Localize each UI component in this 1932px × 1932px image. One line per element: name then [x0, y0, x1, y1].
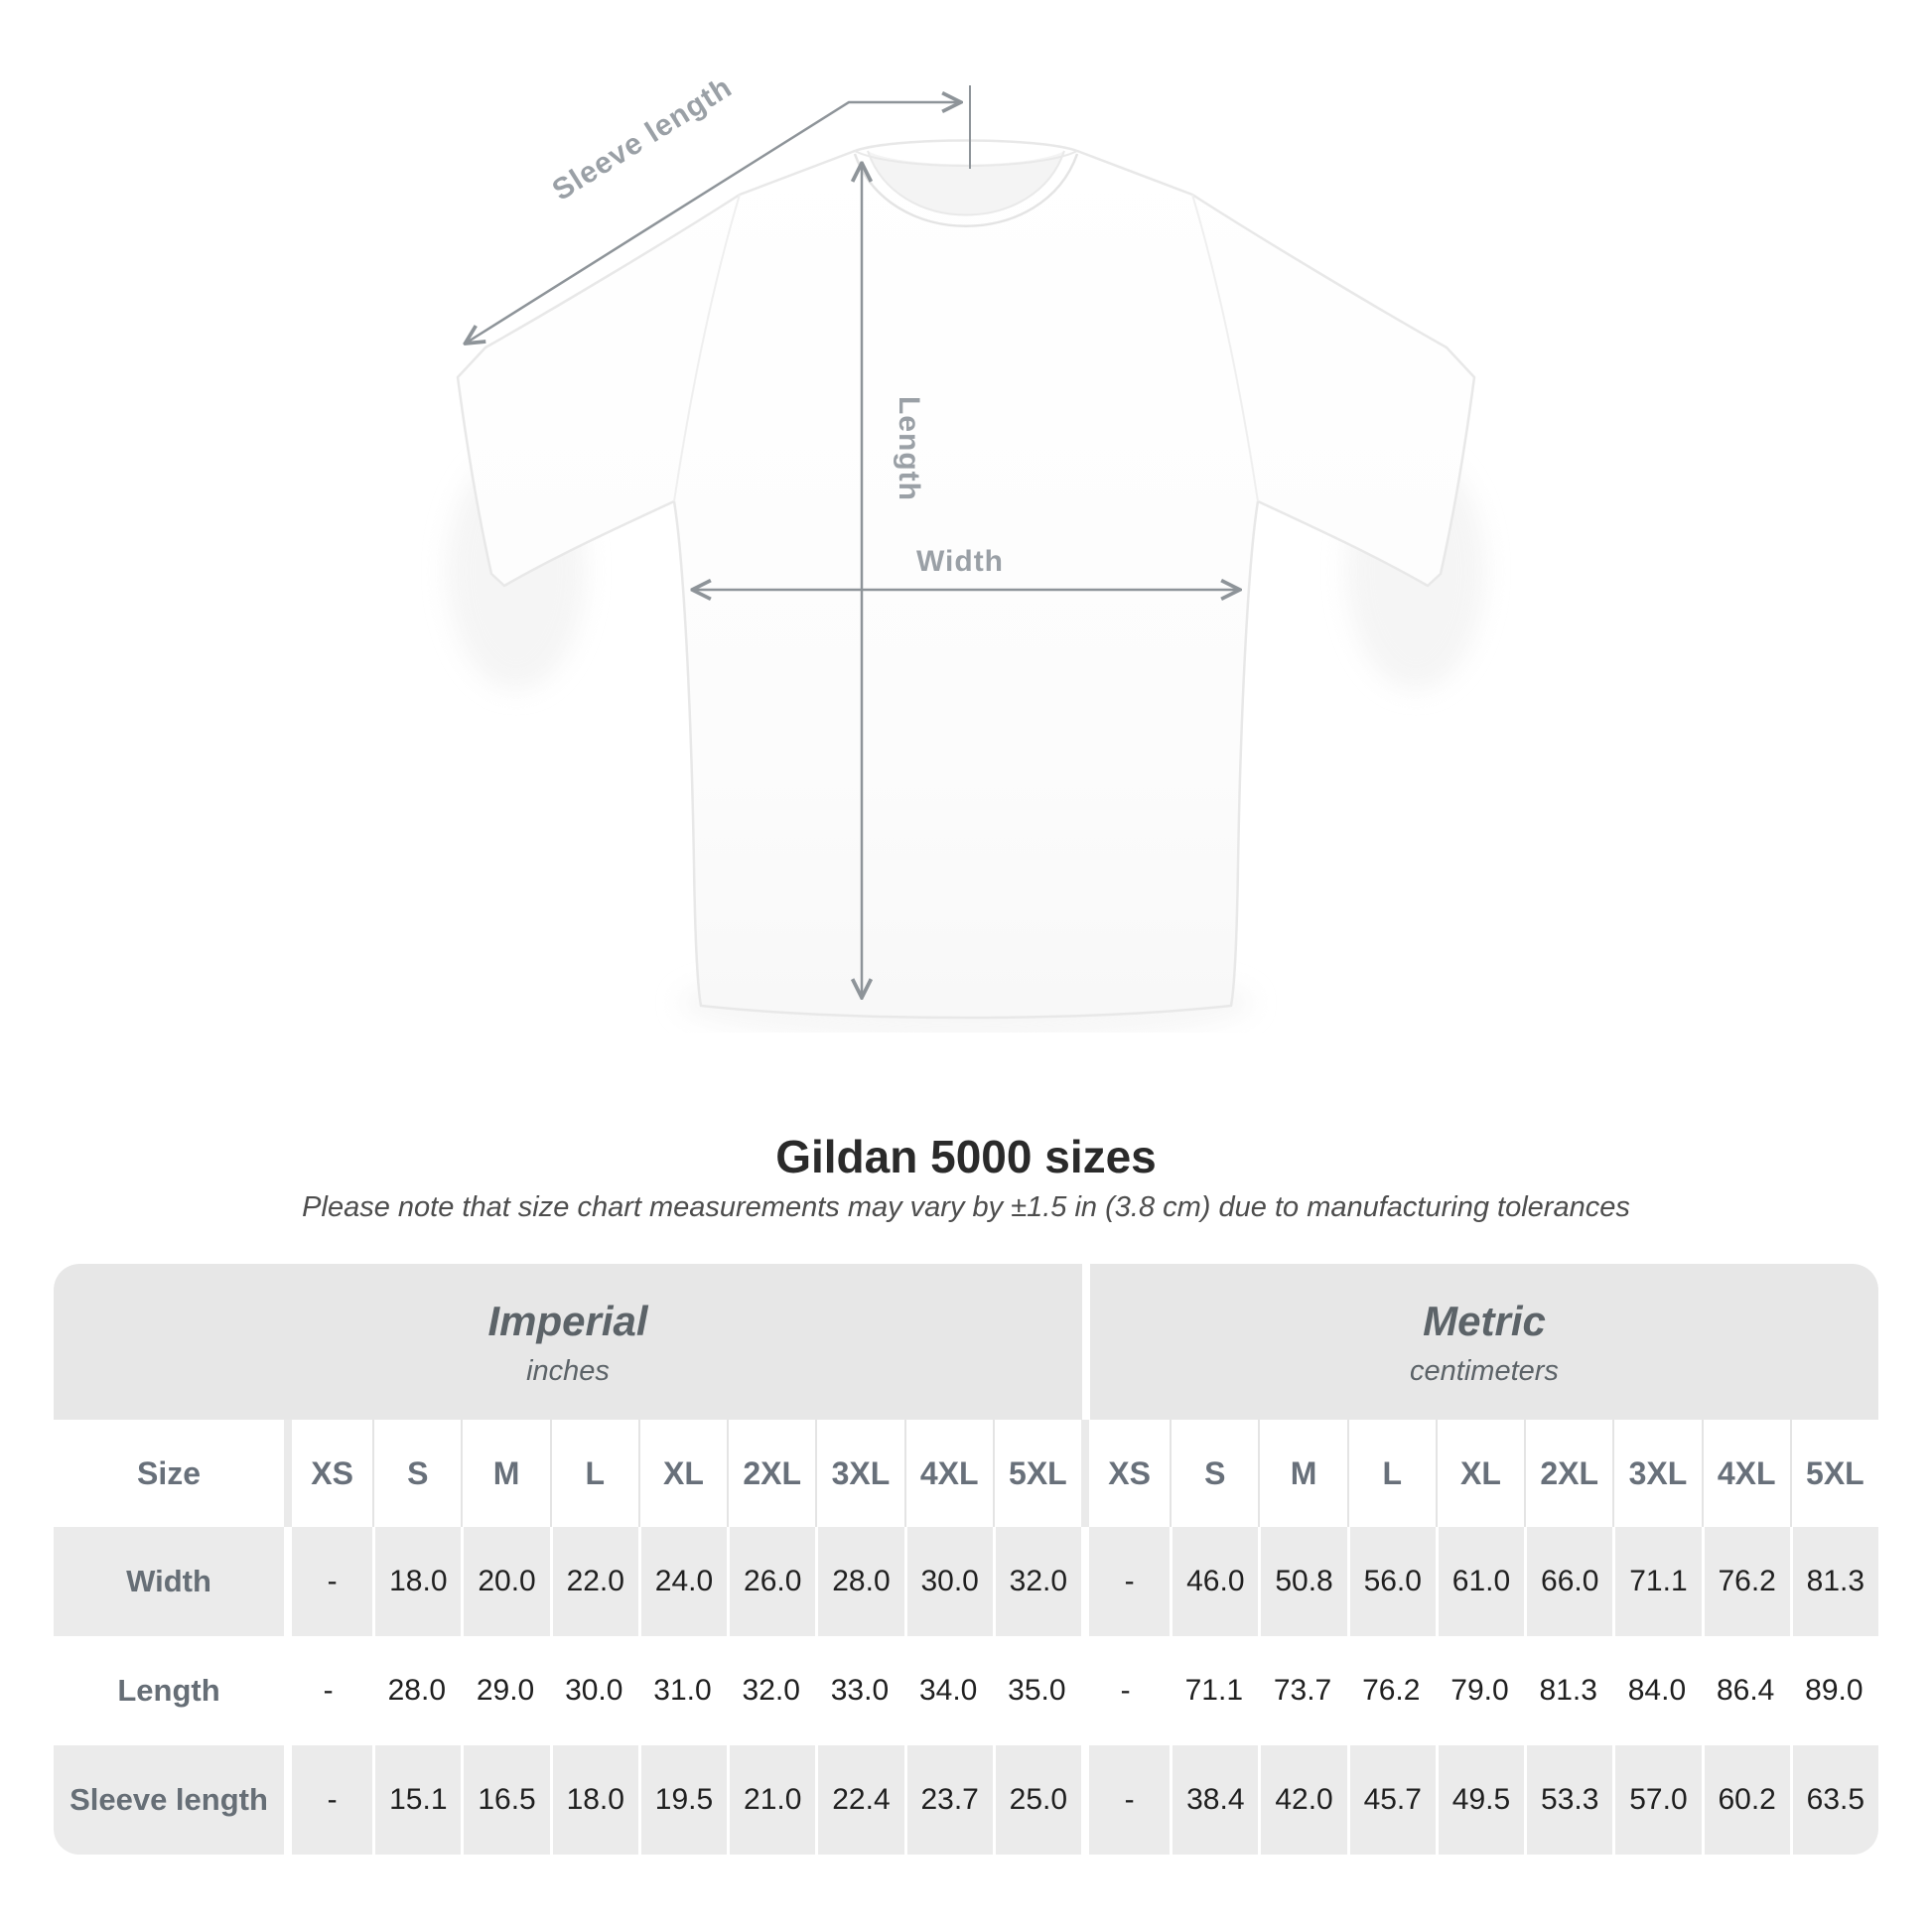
table-cell: 73.7 — [1273, 1674, 1332, 1707]
metric-header — [1090, 1264, 1878, 1420]
page-title: Gildan 5000 sizes — [775, 1131, 1157, 1182]
row-label: Sleeve length — [69, 1782, 268, 1817]
size-table — [54, 1264, 1878, 1855]
row-label: Length — [117, 1673, 220, 1708]
metric-title: Metric — [1423, 1297, 1546, 1344]
size-header: M — [461, 1420, 549, 1527]
table-cell: 61.0 — [1436, 1527, 1524, 1636]
table-cell: 30.0 — [565, 1674, 623, 1707]
table-cell: 66.0 — [1524, 1527, 1612, 1636]
table-cell: 79.0 — [1450, 1674, 1509, 1707]
table-cell: 30.0 — [904, 1527, 993, 1636]
table-cell: 19.5 — [638, 1745, 727, 1855]
table-cell: 53.3 — [1524, 1745, 1612, 1855]
row-label: Width — [126, 1564, 211, 1598]
size-header: 5XL — [993, 1420, 1081, 1527]
size-header: S — [372, 1420, 461, 1527]
table-row-width — [54, 1527, 1878, 1636]
table-cell: 15.1 — [372, 1745, 461, 1855]
table-cell: 26.0 — [727, 1527, 815, 1636]
table-cell: 18.0 — [372, 1527, 461, 1636]
table-cell: 20.0 — [461, 1527, 549, 1636]
size-header: XL — [1436, 1420, 1524, 1527]
table-cell: 22.4 — [815, 1745, 903, 1855]
table-cell: - — [284, 1745, 372, 1855]
size-header: 4XL — [904, 1420, 993, 1527]
table-cell: - — [1120, 1674, 1131, 1707]
size-header-row — [54, 1420, 1878, 1527]
table-cell: - — [1081, 1527, 1170, 1636]
table-cell: 89.0 — [1805, 1674, 1863, 1707]
width-label: Width — [915, 545, 1005, 578]
table-cell: 45.7 — [1347, 1745, 1436, 1855]
table-cell: 63.5 — [1790, 1745, 1878, 1855]
imperial-header — [54, 1264, 1082, 1420]
length-label: Length — [893, 396, 925, 501]
table-cell: 84.0 — [1627, 1674, 1687, 1707]
size-header: XL — [638, 1420, 727, 1527]
size-header: XS — [1081, 1420, 1170, 1527]
tshirt-figure — [377, 40, 1559, 1033]
size-header: 2XL — [727, 1420, 815, 1527]
table-cell: 38.4 — [1170, 1745, 1258, 1855]
table-cell: 32.0 — [993, 1527, 1081, 1636]
imperial-title: Imperial — [487, 1297, 648, 1344]
size-header: 3XL — [1612, 1420, 1701, 1527]
table-cell: 81.3 — [1790, 1527, 1878, 1636]
table-cell: 86.4 — [1716, 1674, 1775, 1707]
size-header: L — [1347, 1420, 1436, 1527]
table-cell: 28.0 — [815, 1527, 903, 1636]
table-cell: 46.0 — [1170, 1527, 1258, 1636]
size-header: 3XL — [815, 1420, 903, 1527]
size-header: XS — [284, 1420, 372, 1527]
table-cell: 50.8 — [1258, 1527, 1346, 1636]
table-cell: 22.0 — [550, 1527, 638, 1636]
table-cell: 71.1 — [1184, 1674, 1244, 1707]
tolerance-note: Please note that size chart measurements may vary by ±1.5 in (3.8 cm) due to manufacturing tolerances — [302, 1191, 1630, 1223]
size-header: 4XL — [1702, 1420, 1790, 1527]
imperial-unit: inches — [526, 1355, 610, 1388]
table-cell: - — [284, 1527, 372, 1636]
size-header: M — [1258, 1420, 1346, 1527]
table-cell: 76.2 — [1702, 1527, 1790, 1636]
table-cell: 42.0 — [1258, 1745, 1346, 1855]
unit-header-row — [54, 1264, 1878, 1420]
table-cell: 35.0 — [1008, 1674, 1066, 1707]
metric-unit: centimeters — [1410, 1355, 1559, 1388]
table-cell: 18.0 — [550, 1745, 638, 1855]
size-header: 5XL — [1790, 1420, 1878, 1527]
table-cell: 29.0 — [476, 1674, 535, 1707]
table-cell: 28.0 — [387, 1674, 447, 1707]
table-cell: 31.0 — [653, 1674, 712, 1707]
table-cell: - — [1081, 1745, 1170, 1855]
table-cell: 24.0 — [638, 1527, 727, 1636]
tshirt-body — [458, 141, 1474, 1019]
size-column-header: Size — [136, 1454, 202, 1491]
table-cell: 56.0 — [1347, 1527, 1436, 1636]
table-cell: 76.2 — [1362, 1674, 1421, 1707]
table-cell: 32.0 — [742, 1674, 800, 1707]
table-cell: - — [323, 1674, 334, 1707]
table-row-sleeve-length — [54, 1745, 1878, 1855]
table-cell: 33.0 — [830, 1674, 890, 1707]
table-cell: 16.5 — [461, 1745, 549, 1855]
table-cell: 49.5 — [1436, 1745, 1524, 1855]
table-cell: 57.0 — [1612, 1745, 1701, 1855]
size-header: S — [1170, 1420, 1258, 1527]
size-header: 2XL — [1524, 1420, 1612, 1527]
table-cell: 60.2 — [1702, 1745, 1790, 1855]
table-cell: 23.7 — [904, 1745, 993, 1855]
table-cell: 34.0 — [918, 1674, 978, 1707]
sleeve-length-label: Sleeve length — [546, 70, 739, 207]
table-cell: 71.1 — [1612, 1527, 1701, 1636]
table-row-length — [54, 1636, 1878, 1745]
table-cell: 21.0 — [727, 1745, 815, 1855]
table-cell: 25.0 — [993, 1745, 1081, 1855]
size-header: L — [550, 1420, 638, 1527]
table-cell: 81.3 — [1539, 1674, 1597, 1707]
